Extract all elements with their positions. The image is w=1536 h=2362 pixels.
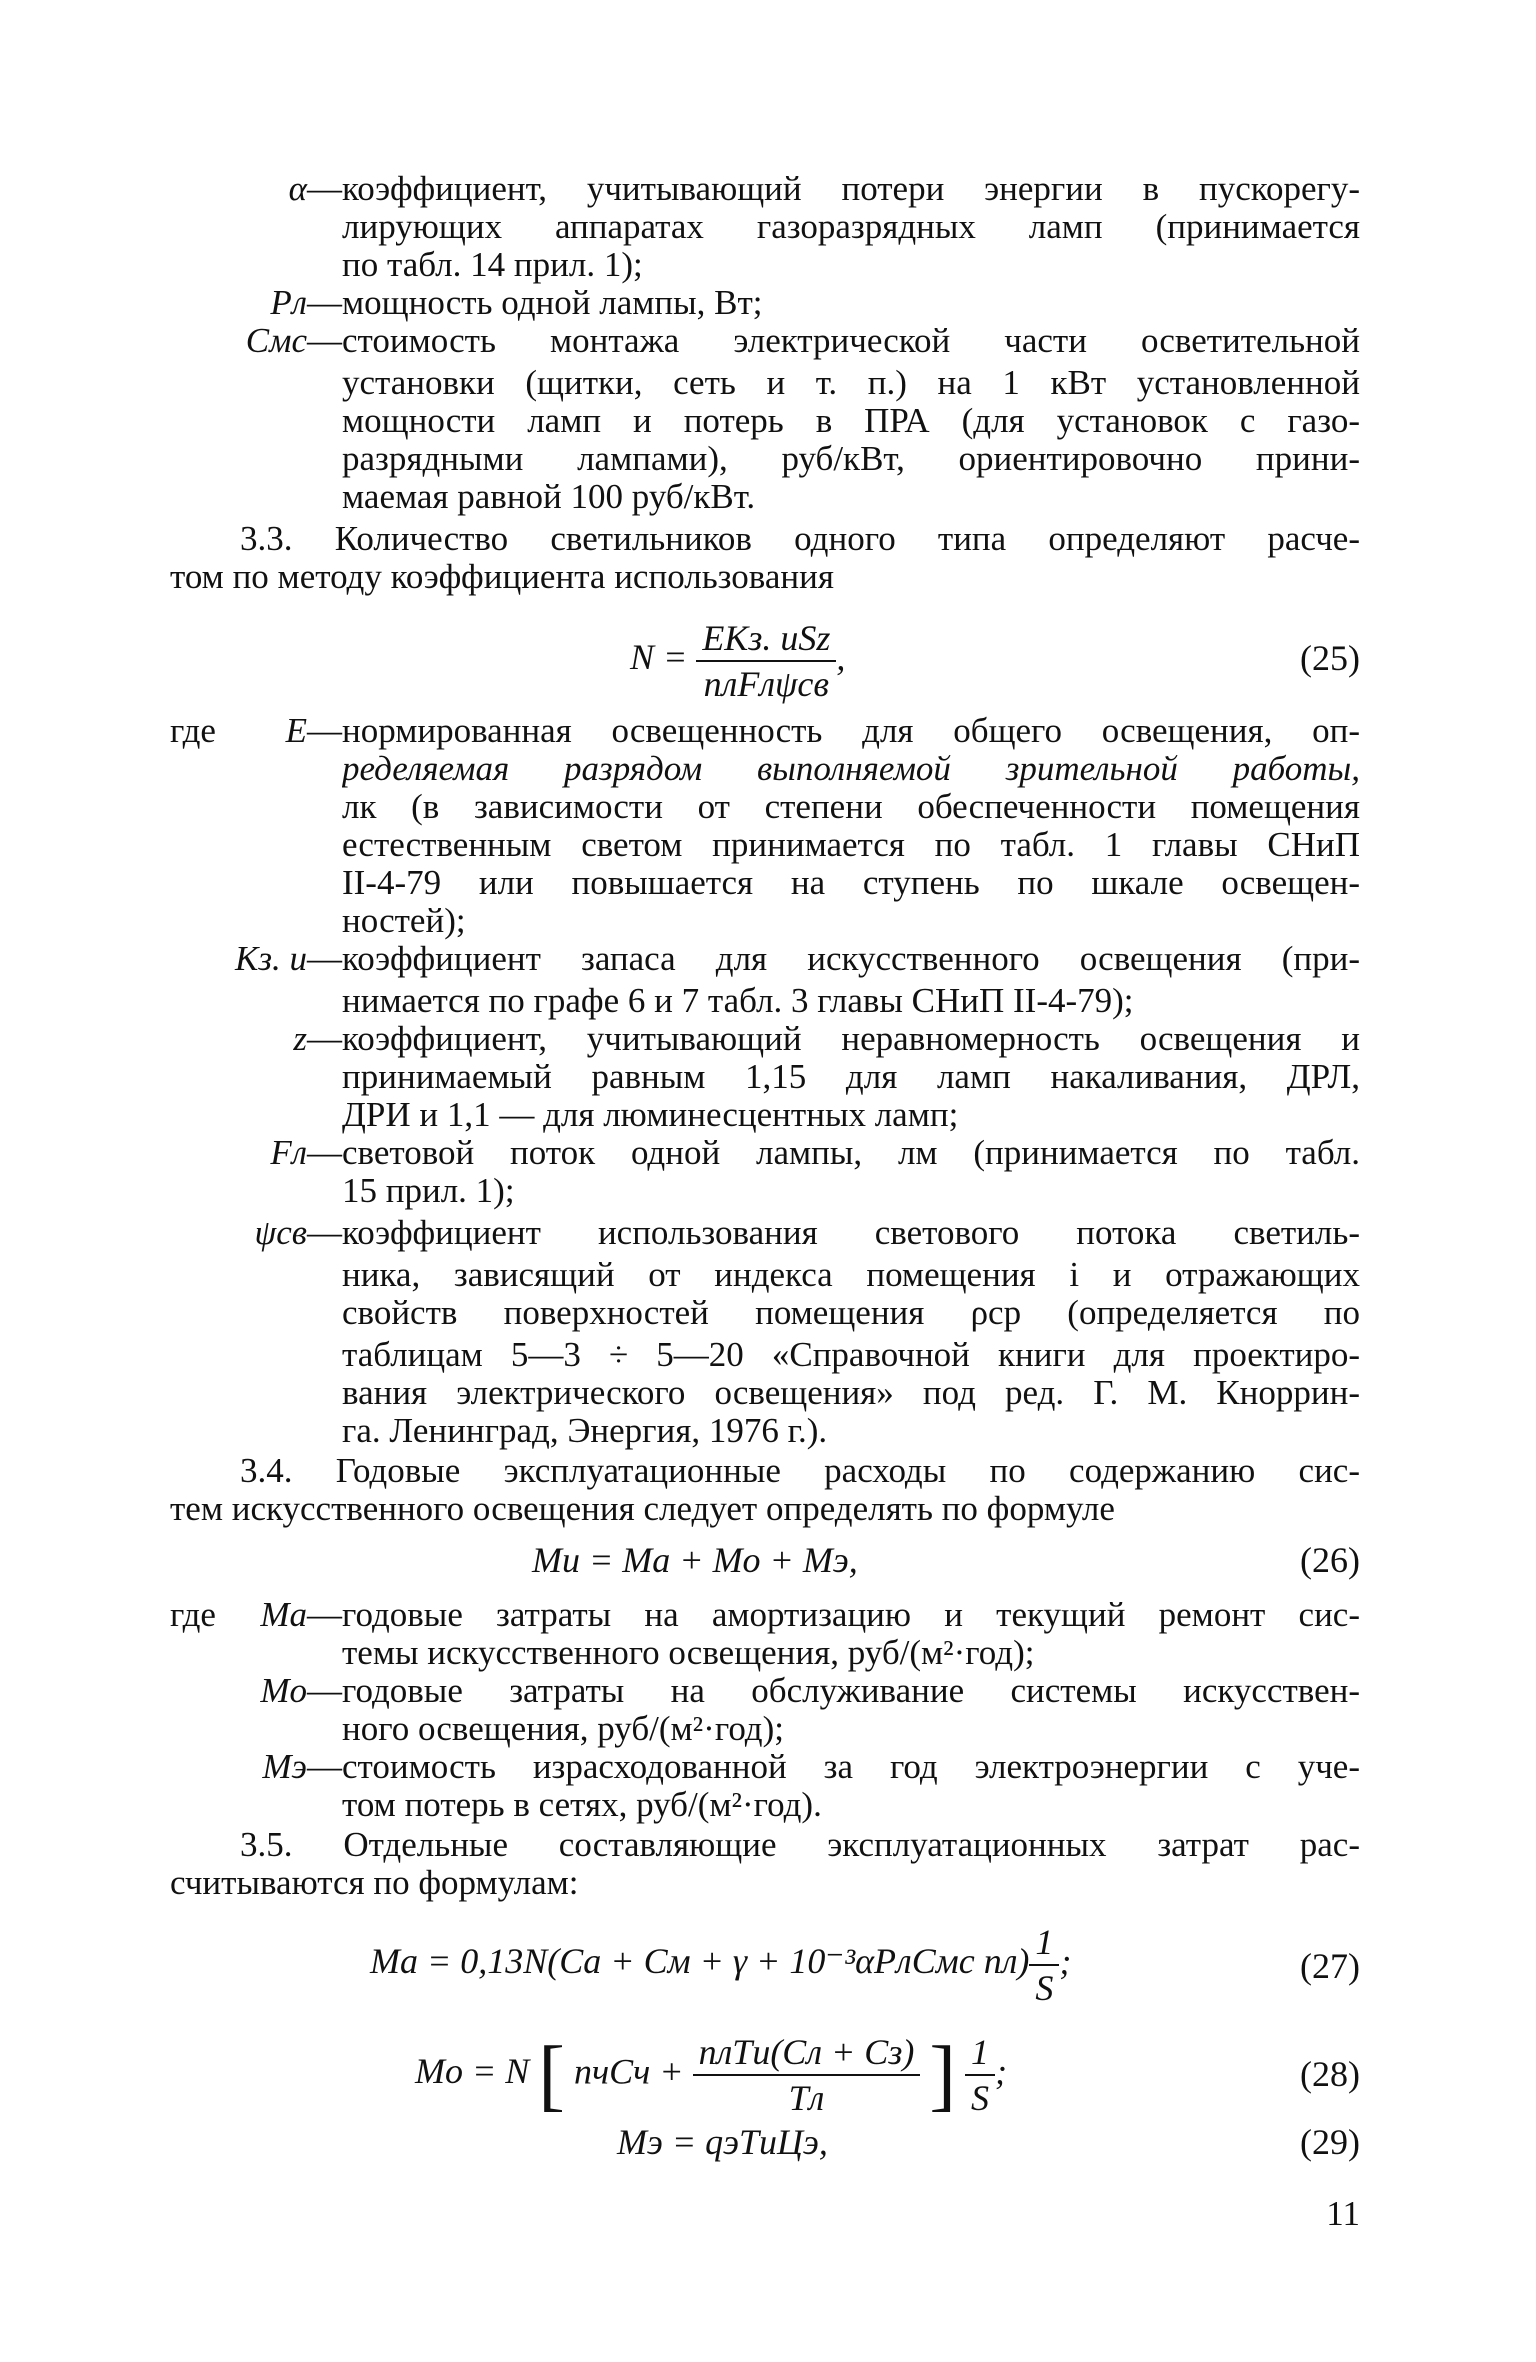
- def-me: Mэ— стоимость израсходованной за год электроэнергии с уче-: [262, 1747, 1360, 1786]
- def-k: Kз. и— коэффициент запаса для искусственного освещения (при-: [235, 939, 1360, 978]
- def-cmc-cont-3: разрядными лампами), руб/кВт, ориентировочно прини-: [342, 440, 1360, 478]
- def-ma: Mа— годовые затраты на амортизацию и текущий ремонт сис-: [260, 1595, 1360, 1634]
- para-3-4-line-2: тем искусственного освещения следует определять по формуле: [170, 1490, 1115, 1528]
- def-psi-cont-3: таблицам 5—3 ÷ 5—20 «Справочной книги для проектиро-: [342, 1336, 1360, 1374]
- def-alpha-cont-2: по табл. 14 прил. 1);: [342, 246, 643, 284]
- def-z-cont-1: принимаемый равным 1,15 для ламп накаливания, ДРЛ,: [342, 1058, 1360, 1096]
- def-mo-cont-1: ного освещения, руб/(м²·год);: [342, 1710, 784, 1748]
- def-psi-cont-4: вания электрического освещения» под ред. Г. М. Кноррин-: [342, 1374, 1360, 1412]
- def-z-cont-2: ДРИ и 1,1 — для люминесцентных ламп;: [342, 1096, 959, 1134]
- eq25-fraction: $\frac{\text{EKз. иSz}}{\text{nлFлψсв}}$: [696, 618, 836, 704]
- para-3-3-line-2: том по методу коэффициента использования: [170, 558, 834, 596]
- def-psi-cont-1: ника, зависящий от индекса помещения i и отражающих: [342, 1256, 1360, 1294]
- def-psi-cont-5: га. Ленинград, Энергия, 1976 г.).: [342, 1412, 828, 1450]
- def-e-cont-2: лк (в зависимости от степени обеспеченности помещения: [342, 788, 1360, 826]
- def-ma-cont-1: темы искусственного освещения, руб/(м²·год);: [342, 1634, 1035, 1672]
- def-alpha: α— коэффициент, учитывающий потери энергии в пускорегу-: [288, 169, 1360, 208]
- para-3-4-line-1: 3.4. Годовые эксплуатационные расходы по содержанию сис-: [240, 1452, 1360, 1490]
- def-psi: ψсв— коэффициент использования светового потока светиль-: [254, 1213, 1360, 1252]
- eq28-fraction: $\frac{1}{S}$: [965, 2032, 995, 2118]
- eq28-number: (28): [1300, 2054, 1360, 2094]
- para-3-5-line-2: считываются по формулам:: [170, 1864, 579, 1902]
- def-f: Fл— световой поток одной лампы, лм (принимается по табл.: [270, 1133, 1360, 1172]
- para-3-5-line-1: 3.5. Отдельные составляющие эксплуатационных затрат рас-: [240, 1826, 1360, 1864]
- def-pl: Pл— мощность одной лампы, Вт;: [270, 283, 763, 322]
- equation-29: Mэ = qэTиЦэ, (29): [617, 2122, 1360, 2162]
- where-label-1: где: [170, 712, 216, 750]
- eq26-number: (26): [1300, 1540, 1360, 1580]
- right-bracket: ]: [929, 2031, 956, 2119]
- def-k-cont-1: нимается по графе 6 и 7 табл. 3 главы СНиП II-4-79);: [342, 982, 1134, 1020]
- def-me-cont-1: том потерь в сетях, руб/(м²·год).: [342, 1786, 822, 1824]
- def-z: z— коэффициент, учитывающий неравномерность освещения и: [293, 1019, 1360, 1058]
- equation-25: N = $\frac{\text{EKз. иSz}}{\text{nлFлψсв}}$ , (25): [630, 618, 1360, 704]
- def-alpha-cont-1: лирующих аппаратах газоразрядных ламп (принимается: [342, 208, 1360, 246]
- page-number: 11: [1326, 2194, 1360, 2233]
- equation-26: Mи = Mа + Mо + Mэ, (26): [532, 1540, 1360, 1580]
- def-e-cont-3: естественным светом принимается по табл. 1 главы СНиП: [342, 826, 1360, 864]
- def-cmc-cont-1: установки (щитки, сеть и т. п.) на 1 кВт установленной: [342, 364, 1360, 402]
- def-e: E— нормированная освещенность для общего освещения, оп-: [285, 711, 1360, 750]
- equation-28: Mо = N [ nчCч + $\frac{\text{nлTи(Cл + Cз)}}{Tл}$ ] $\frac{1}{S}$ ; (28): [415, 2031, 1360, 2119]
- eq27-fraction: $\frac{1}{S}$: [1029, 1922, 1059, 2008]
- def-e-cont-5: ностей);: [342, 902, 466, 940]
- def-cmc-cont-4: маемая равной 100 руб/кВт.: [342, 478, 756, 516]
- where-label-2: где: [170, 1596, 216, 1634]
- eq27-number: (27): [1300, 1946, 1360, 1986]
- def-e-cont-1: ределяемая разрядом выполняемой зрительной работы,: [342, 750, 1360, 788]
- eq29-number: (29): [1300, 2122, 1360, 2162]
- equation-27: Mа = 0,13N(Cа + Cм + γ + 10⁻³αPлCмс nл) $\frac{1}{S}$ ; (27): [370, 1922, 1360, 2008]
- def-e-cont-4: II-4-79 или повышается на ступень по шкале освещен-: [342, 864, 1360, 902]
- def-mo: Mо— годовые затраты на обслуживание системы искусствен-: [260, 1671, 1360, 1710]
- def-f-cont-1: 15 прил. 1);: [342, 1172, 515, 1210]
- def-psi-cont-2: свойств поверхностей помещения ρср (определяется по: [342, 1294, 1360, 1332]
- eq25-number: (25): [1300, 638, 1360, 678]
- left-bracket: [: [538, 2031, 565, 2119]
- def-cmc-cont-2: мощности ламп и потерь в ПРА (для установок с газо-: [342, 402, 1360, 440]
- para-3-3-line-1: 3.3. Количество светильников одного типа определяют расче-: [240, 520, 1360, 558]
- def-cmc: Cмс— стоимость монтажа электрической части осветительной: [245, 321, 1360, 360]
- eq28-inner-fraction: $\frac{\text{nлTи(Cл + Cз)}}{Tл}$: [693, 2032, 921, 2118]
